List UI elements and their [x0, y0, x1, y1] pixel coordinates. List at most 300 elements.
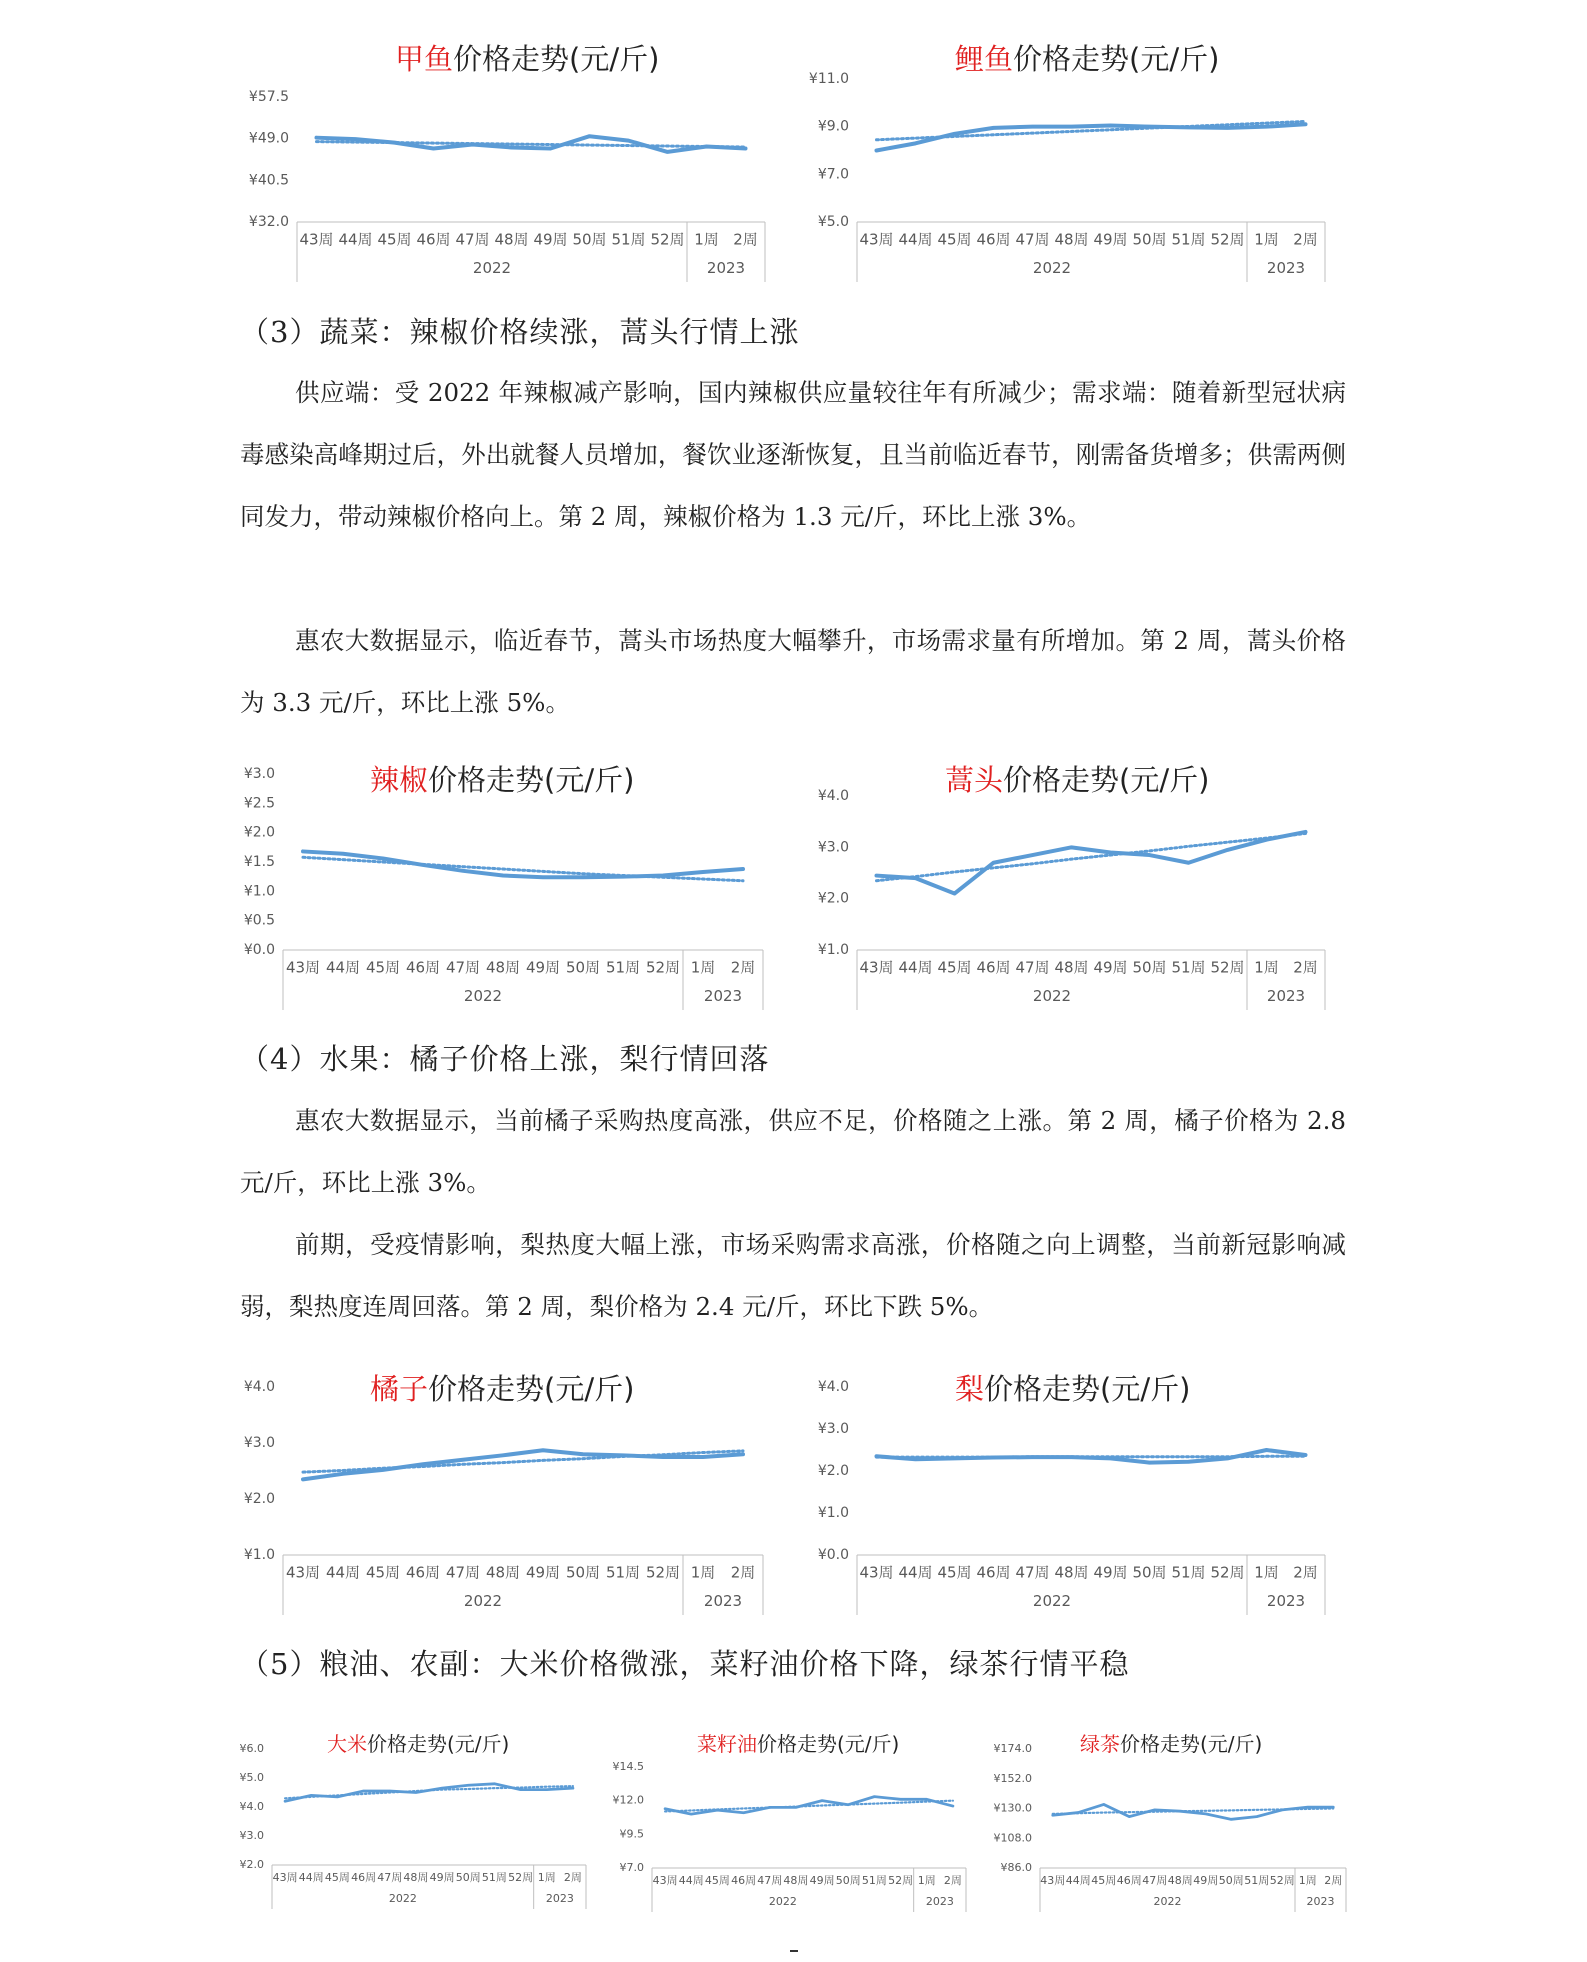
week-tick-label: 51周: [861, 1874, 887, 1888]
data-point: [875, 1455, 878, 1458]
y-tick-label: ¥2.0: [817, 890, 849, 907]
data-point: [662, 1456, 665, 1459]
data-point: [1187, 126, 1190, 129]
week-tick-label: 50周: [565, 1563, 601, 1582]
data-point: [1148, 1461, 1151, 1464]
data-point: [742, 1811, 745, 1814]
year-label: 2023: [925, 1895, 954, 1909]
week-tick-label: 45周: [365, 1563, 401, 1582]
chart-title-highlight: 蒿头: [945, 762, 1004, 797]
data-point: [1265, 1449, 1268, 1452]
data-point: [422, 863, 425, 866]
data-point: [502, 1454, 505, 1457]
data-point: [462, 869, 465, 872]
data-point: [382, 1468, 385, 1471]
chart-lajiao: [225, 752, 785, 1027]
data-point: [1077, 1811, 1080, 1814]
data-point: [1187, 1460, 1190, 1463]
section-heading-vegetables: （3）蔬菜：辣椒价格续涨，蒿头行情上涨: [240, 315, 800, 349]
week-tick-label: 52周: [650, 230, 685, 249]
data-point: [953, 892, 956, 895]
trend-line: [665, 1801, 953, 1812]
year-label: 2022: [463, 987, 503, 1005]
week-tick-label: 2周: [1293, 230, 1318, 249]
data-point: [914, 1458, 917, 1461]
year-label: 2023: [545, 1892, 574, 1906]
y-tick-label: ¥3.0: [817, 839, 849, 856]
year-label: 2022: [463, 1592, 503, 1610]
week-tick-label: 43周: [859, 230, 894, 249]
y-tick-label: ¥12.0: [612, 1793, 644, 1807]
chart-title-rest: 价格走势(元/斤): [984, 1371, 1191, 1406]
data-point: [302, 850, 305, 853]
data-point: [362, 1790, 365, 1793]
data-point: [705, 145, 708, 148]
chart-juzi: [225, 1355, 785, 1630]
week-tick-label: 47周: [1142, 1874, 1168, 1888]
data-point: [702, 1456, 705, 1459]
week-tick-label: 45周: [937, 958, 972, 977]
data-point: [1031, 854, 1034, 857]
y-tick-label: ¥5.0: [239, 1771, 264, 1784]
data-point: [342, 852, 345, 855]
chart-title-rest: 价格走势(元/斤): [1003, 762, 1210, 797]
week-tick-label: 49周: [809, 1874, 835, 1888]
year-label: 2022: [1153, 1895, 1182, 1909]
chart-title: [327, 1732, 509, 1756]
data-point: [992, 1456, 995, 1459]
data-point: [545, 1788, 548, 1791]
week-tick-label: 2周: [1293, 958, 1318, 977]
data-point: [571, 1787, 574, 1790]
year-label: 2023: [1306, 1895, 1335, 1909]
week-tick-label: 51周: [605, 1563, 641, 1582]
week-tick-label: 43周: [299, 230, 334, 249]
week-tick-label: 1周: [1298, 1874, 1317, 1888]
week-tick-label: 44周: [678, 1874, 704, 1888]
year-label: 2022: [1032, 987, 1072, 1005]
data-point: [502, 874, 505, 877]
week-tick-label: 45周: [324, 1871, 350, 1885]
y-tick-label: ¥7.0: [817, 166, 849, 183]
data-point: [393, 141, 396, 144]
data-point: [1230, 1818, 1233, 1821]
chart-jiayu: [225, 25, 785, 295]
chart-title: [395, 42, 659, 76]
y-tick-label: ¥57.5: [248, 89, 289, 105]
chart-title-highlight: 菜籽油: [697, 1732, 757, 1757]
y-tick-label: ¥4.0: [239, 1800, 264, 1813]
week-tick-label: 49周: [525, 1563, 561, 1582]
week-tick-label: 43周: [859, 1563, 894, 1582]
data-point: [422, 1463, 425, 1466]
week-tick-label: 49周: [533, 230, 568, 249]
week-tick-label: 44周: [898, 958, 933, 977]
week-tick-label: 51周: [1171, 230, 1206, 249]
week-tick-label: 47周: [1015, 1563, 1050, 1582]
chart-title-rest: 价格走势(元/斤): [1013, 41, 1220, 76]
year-label: 2022: [1032, 259, 1072, 277]
week-tick-label: 50周: [835, 1874, 861, 1888]
data-point: [1304, 123, 1307, 126]
paragraph-orange: 惠农大数据显示，当前橘子采购热度高涨，供应不足，价格随之上涨。第 2 周，橘子价格为 2.8 元/斤，环比上涨 3%。: [240, 1106, 1346, 1197]
paragraph-haotou: 惠农大数据显示，临近春节，蒿头市场热度大幅攀升，市场需求量有所增加。第 2 周，蒿头价格为 3.3 元/斤，环比上涨 5%。: [240, 626, 1346, 717]
week-tick-label: 49周: [1093, 230, 1128, 249]
data-point: [315, 136, 318, 139]
data-point: [414, 1791, 417, 1794]
chart-title: [955, 1372, 1190, 1406]
week-tick-label: 49周: [1193, 1874, 1219, 1888]
data-point: [690, 1813, 693, 1816]
data-point: [1255, 1815, 1258, 1818]
chart-title: [370, 1372, 634, 1406]
chart-caiziyou: [612, 1722, 982, 1927]
data-point: [1031, 125, 1034, 128]
week-tick-label: 44周: [325, 958, 361, 977]
week-tick-label: 2周: [1293, 1563, 1318, 1582]
data-point: [1332, 1806, 1335, 1809]
data-point: [1265, 125, 1268, 128]
week-tick-label: 50周: [1132, 1563, 1167, 1582]
week-tick-label: 52周: [1269, 1874, 1295, 1888]
week-tick-label: 45周: [365, 958, 401, 977]
year-label: 2022: [1032, 1592, 1072, 1610]
week-tick-label: 51周: [611, 230, 646, 249]
week-tick-label: 2周: [943, 1874, 962, 1888]
week-tick-label: 2周: [730, 958, 756, 977]
year-label: 2023: [703, 1592, 743, 1610]
chart-haotou: [785, 752, 1345, 1027]
chart-title-rest: 价格走势(元/斤): [453, 41, 660, 76]
chart-dami: [232, 1722, 602, 1927]
week-tick-label: 47周: [445, 958, 481, 977]
data-point: [1153, 1808, 1156, 1811]
week-tick-label: 50周: [455, 1871, 481, 1885]
y-tick-label: ¥2.0: [239, 1858, 264, 1871]
data-point: [875, 149, 878, 152]
data-point: [336, 1795, 339, 1798]
week-tick-label: 46周: [405, 1563, 441, 1582]
year-label: 2023: [703, 987, 743, 1005]
y-tick-label: ¥4.0: [243, 1379, 275, 1395]
data-point: [953, 1457, 956, 1460]
week-tick-label: 47周: [445, 1563, 481, 1582]
data-point: [744, 147, 747, 150]
week-tick-label: 1周: [1254, 958, 1279, 977]
data-point: [847, 1803, 850, 1806]
chart-dami-svg: [232, 1722, 602, 1927]
page-number-mark: [790, 1950, 798, 1952]
data-point: [992, 126, 995, 129]
year-label: 2023: [1266, 259, 1306, 277]
data-point: [1306, 1806, 1309, 1809]
week-tick-label: 48周: [494, 230, 529, 249]
data-point: [354, 138, 357, 141]
chart-title-rest: 价格走势(元/斤): [1120, 1732, 1263, 1757]
data-point: [742, 868, 745, 871]
data-point: [542, 876, 545, 879]
week-tick-label: 47周: [1015, 230, 1050, 249]
data-point: [992, 861, 995, 864]
data-point: [467, 1784, 470, 1787]
week-tick-label: 46周: [976, 230, 1011, 249]
chart-title: [955, 42, 1219, 76]
chart-liyu: [785, 25, 1345, 295]
data-point: [925, 1798, 928, 1801]
data-point: [471, 143, 474, 146]
data-point: [1128, 1815, 1131, 1818]
chart-caiziyou-svg: [612, 1722, 982, 1927]
data-point: [742, 1453, 745, 1456]
y-tick-label: ¥7.0: [619, 1861, 644, 1874]
chart-title-highlight: 梨: [955, 1371, 985, 1406]
y-tick-label: ¥2.5: [243, 795, 275, 812]
week-tick-label: 51周: [1171, 958, 1206, 977]
y-tick-label: ¥49.0: [248, 130, 289, 147]
chart-jiayu-svg: [225, 25, 785, 295]
week-tick-label: 47周: [757, 1874, 783, 1888]
chart-title-highlight: 辣椒: [370, 762, 429, 797]
week-tick-label: 46周: [1116, 1874, 1142, 1888]
chart-title-highlight: 鲤鱼: [955, 41, 1014, 76]
data-point: [1031, 1456, 1034, 1459]
paragraph-pear: 前期，受疫情影响，梨热度大幅上涨，市场采购需求高涨，价格随之向上调整，当前新冠影响减弱，梨热度连周回落。第 2 周，梨价格为 2.4 元/斤，环比下跌 5%。: [240, 1230, 1346, 1321]
data-point: [1226, 126, 1229, 129]
week-tick-label: 45周: [704, 1874, 730, 1888]
data-point: [794, 1806, 797, 1809]
year-label: 2023: [706, 259, 746, 277]
data-point: [1109, 124, 1112, 127]
chart-lvcha: [992, 1722, 1362, 1927]
week-tick-label: 49周: [1093, 1563, 1128, 1582]
y-tick-label: ¥3.0: [243, 766, 275, 782]
y-tick-label: ¥1.0: [243, 1547, 275, 1563]
data-point: [664, 1807, 667, 1810]
y-tick-label: ¥130.0: [993, 1801, 1032, 1815]
week-tick-label: 45周: [1091, 1874, 1117, 1888]
chart-li: [785, 1355, 1345, 1630]
week-tick-label: 52周: [645, 958, 681, 977]
data-point: [582, 876, 585, 879]
y-tick-label: ¥1.0: [243, 883, 275, 900]
week-tick-label: 48周: [485, 1563, 521, 1582]
chart-li-svg: [785, 1355, 1345, 1630]
chart-title-rest: 价格走势(元/斤): [367, 1732, 510, 1757]
week-tick-label: 50周: [572, 230, 607, 249]
week-tick-label: 48周: [1054, 230, 1089, 249]
year-label: 2022: [388, 1892, 417, 1906]
week-tick-label: 45周: [377, 230, 412, 249]
chart-juzi-svg: [225, 1355, 785, 1630]
week-tick-label: 45周: [937, 230, 972, 249]
week-tick-label: 43周: [859, 958, 894, 977]
y-tick-label: ¥1.0: [817, 942, 849, 958]
week-tick-label: 50周: [565, 958, 601, 977]
section-heading-fruit: （4）水果：橘子价格上涨，梨行情回落: [240, 1042, 770, 1076]
trend-line: [877, 833, 1306, 880]
data-point: [1070, 846, 1073, 849]
data-point: [1051, 1814, 1054, 1817]
week-tick-label: 46周: [976, 958, 1011, 977]
data-point: [1109, 851, 1112, 854]
week-tick-label: 44周: [325, 1563, 361, 1582]
week-tick-label: 44周: [298, 1871, 324, 1885]
data-point: [588, 135, 591, 138]
data-point: [914, 142, 917, 145]
year-label: 2023: [1266, 987, 1306, 1005]
data-point: [342, 1472, 345, 1475]
week-tick-label: 43周: [1040, 1874, 1066, 1888]
week-tick-label: 52周: [1210, 230, 1245, 249]
data-point: [432, 147, 435, 150]
data-point: [875, 874, 878, 877]
week-tick-label: 43周: [285, 958, 321, 977]
y-tick-label: ¥3.0: [239, 1829, 264, 1842]
data-point: [662, 874, 665, 877]
y-tick-label: ¥0.0: [243, 942, 275, 958]
data-point: [873, 1795, 876, 1798]
chart-title-highlight: 甲鱼: [395, 41, 454, 76]
data-point: [1304, 1454, 1307, 1457]
week-tick-label: 1周: [537, 1871, 556, 1885]
week-tick-label: 43周: [285, 1563, 321, 1582]
chart-title-rest: 价格走势(元/斤): [428, 1371, 635, 1406]
week-tick-label: 45周: [937, 1563, 972, 1582]
data-point: [549, 147, 552, 150]
week-tick-label: 44周: [898, 1563, 933, 1582]
y-tick-label: ¥3.0: [817, 1421, 849, 1437]
y-tick-label: ¥2.0: [817, 1463, 849, 1479]
y-tick-label: ¥5.0: [817, 214, 849, 230]
y-tick-label: ¥0.5: [243, 912, 275, 929]
week-tick-label: 1周: [694, 230, 719, 249]
y-tick-label: ¥2.0: [243, 824, 275, 841]
data-point: [627, 139, 630, 142]
y-tick-label: ¥108.0: [993, 1831, 1032, 1845]
year-label: 2022: [472, 259, 512, 277]
chart-title: [945, 763, 1209, 797]
data-point: [899, 1798, 902, 1801]
week-tick-label: 1周: [917, 1874, 936, 1888]
price-line: [877, 124, 1306, 150]
data-point: [622, 875, 625, 878]
chart-title: [1080, 1732, 1262, 1756]
section-heading-grain-oil: （5）粮油、农副：大米价格微涨，菜籽油价格下降，绿茶行情平稳: [240, 1647, 1130, 1681]
data-point: [1204, 1812, 1207, 1815]
chart-title-highlight: 橘子: [370, 1371, 429, 1406]
price-line: [303, 851, 743, 877]
data-point: [953, 132, 956, 135]
data-point: [768, 1806, 771, 1809]
week-tick-label: 49周: [525, 958, 561, 977]
week-tick-label: 2周: [733, 230, 758, 249]
week-tick-label: 2周: [730, 1563, 756, 1582]
y-tick-label: ¥32.0: [248, 214, 289, 230]
week-tick-label: 1周: [1254, 1563, 1279, 1582]
data-point: [1070, 125, 1073, 128]
week-tick-label: 52周: [1210, 1563, 1245, 1582]
week-tick-label: 50周: [1132, 958, 1167, 977]
week-tick-label: 52周: [508, 1871, 534, 1885]
week-tick-label: 1周: [1254, 230, 1279, 249]
week-tick-label: 51周: [605, 958, 641, 977]
week-tick-label: 48周: [1167, 1874, 1193, 1888]
week-tick-label: 43周: [272, 1871, 298, 1885]
week-tick-label: 52周: [1210, 958, 1245, 977]
week-tick-label: 48周: [403, 1871, 429, 1885]
data-point: [1109, 1457, 1112, 1460]
data-point: [914, 877, 917, 880]
paragraph-chili: 供应端：受 2022 年辣椒减产影响，国内辣椒供应量较往年有所减少；需求端：随着新型冠状病毒感染高峰期过后，外出就餐人员增加，餐饮业逐渐恢复，且当前临近春节，刚需备货增多；供需两侧同发力，带动辣椒价格向上。第 2 周，辣椒价格为 1.3 元/斤，环比上涨 3%。: [240, 378, 1346, 531]
week-tick-label: 49周: [1093, 958, 1128, 977]
chart-title-highlight: 大米: [327, 1732, 367, 1757]
data-point: [821, 1799, 824, 1802]
week-tick-label: 47周: [1015, 958, 1050, 977]
week-tick-label: 52周: [888, 1874, 914, 1888]
chart-title: [370, 763, 634, 797]
data-point: [582, 1453, 585, 1456]
week-tick-label: 50周: [1218, 1874, 1244, 1888]
data-point: [1265, 838, 1268, 841]
y-tick-label: ¥174.0: [993, 1742, 1032, 1755]
data-point: [388, 1790, 391, 1793]
week-tick-label: 50周: [1132, 230, 1167, 249]
y-tick-label: ¥4.0: [817, 788, 849, 804]
data-point: [462, 1458, 465, 1461]
y-tick-label: ¥14.5: [612, 1760, 644, 1773]
week-tick-label: 43周: [652, 1874, 678, 1888]
data-point: [951, 1805, 954, 1808]
chart-lvcha-svg: [992, 1722, 1362, 1927]
y-tick-label: ¥6.0: [239, 1742, 264, 1755]
week-tick-label: 48周: [485, 958, 521, 977]
y-tick-label: ¥1.5: [243, 854, 275, 870]
data-point: [1148, 854, 1151, 857]
chart-title-rest: 价格走势(元/斤): [757, 1732, 900, 1757]
week-tick-label: 44周: [1065, 1874, 1091, 1888]
week-tick-label: 44周: [338, 230, 373, 249]
y-tick-label: ¥3.0: [243, 1435, 275, 1451]
week-tick-label: 44周: [898, 230, 933, 249]
week-tick-label: 2周: [1324, 1874, 1343, 1888]
week-tick-label: 48周: [783, 1874, 809, 1888]
data-point: [716, 1809, 719, 1812]
chart-lajiao-svg: [225, 752, 785, 1027]
y-tick-label: ¥4.0: [817, 1379, 849, 1395]
chart-liyu-svg: [785, 25, 1345, 295]
year-label: 2022: [768, 1895, 797, 1909]
chart-title-highlight: 绿茶: [1080, 1732, 1120, 1757]
data-point: [702, 870, 705, 873]
data-point: [622, 1454, 625, 1457]
chart-title-rest: 价格走势(元/斤): [428, 762, 635, 797]
y-tick-label: ¥9.5: [619, 1827, 644, 1841]
week-tick-label: 51周: [1244, 1874, 1270, 1888]
price-line: [665, 1797, 953, 1815]
data-point: [310, 1794, 313, 1797]
week-tick-label: 1周: [690, 1563, 716, 1582]
y-tick-label: ¥152.0: [993, 1771, 1032, 1785]
year-label: 2023: [1266, 1592, 1306, 1610]
week-tick-label: 49周: [429, 1871, 455, 1885]
week-tick-label: 47周: [455, 230, 490, 249]
data-point: [510, 146, 513, 149]
data-point: [1070, 1456, 1073, 1459]
week-tick-label: 46周: [405, 958, 441, 977]
data-point: [1281, 1808, 1284, 1811]
week-tick-label: 46周: [351, 1871, 377, 1885]
data-point: [1102, 1803, 1105, 1806]
